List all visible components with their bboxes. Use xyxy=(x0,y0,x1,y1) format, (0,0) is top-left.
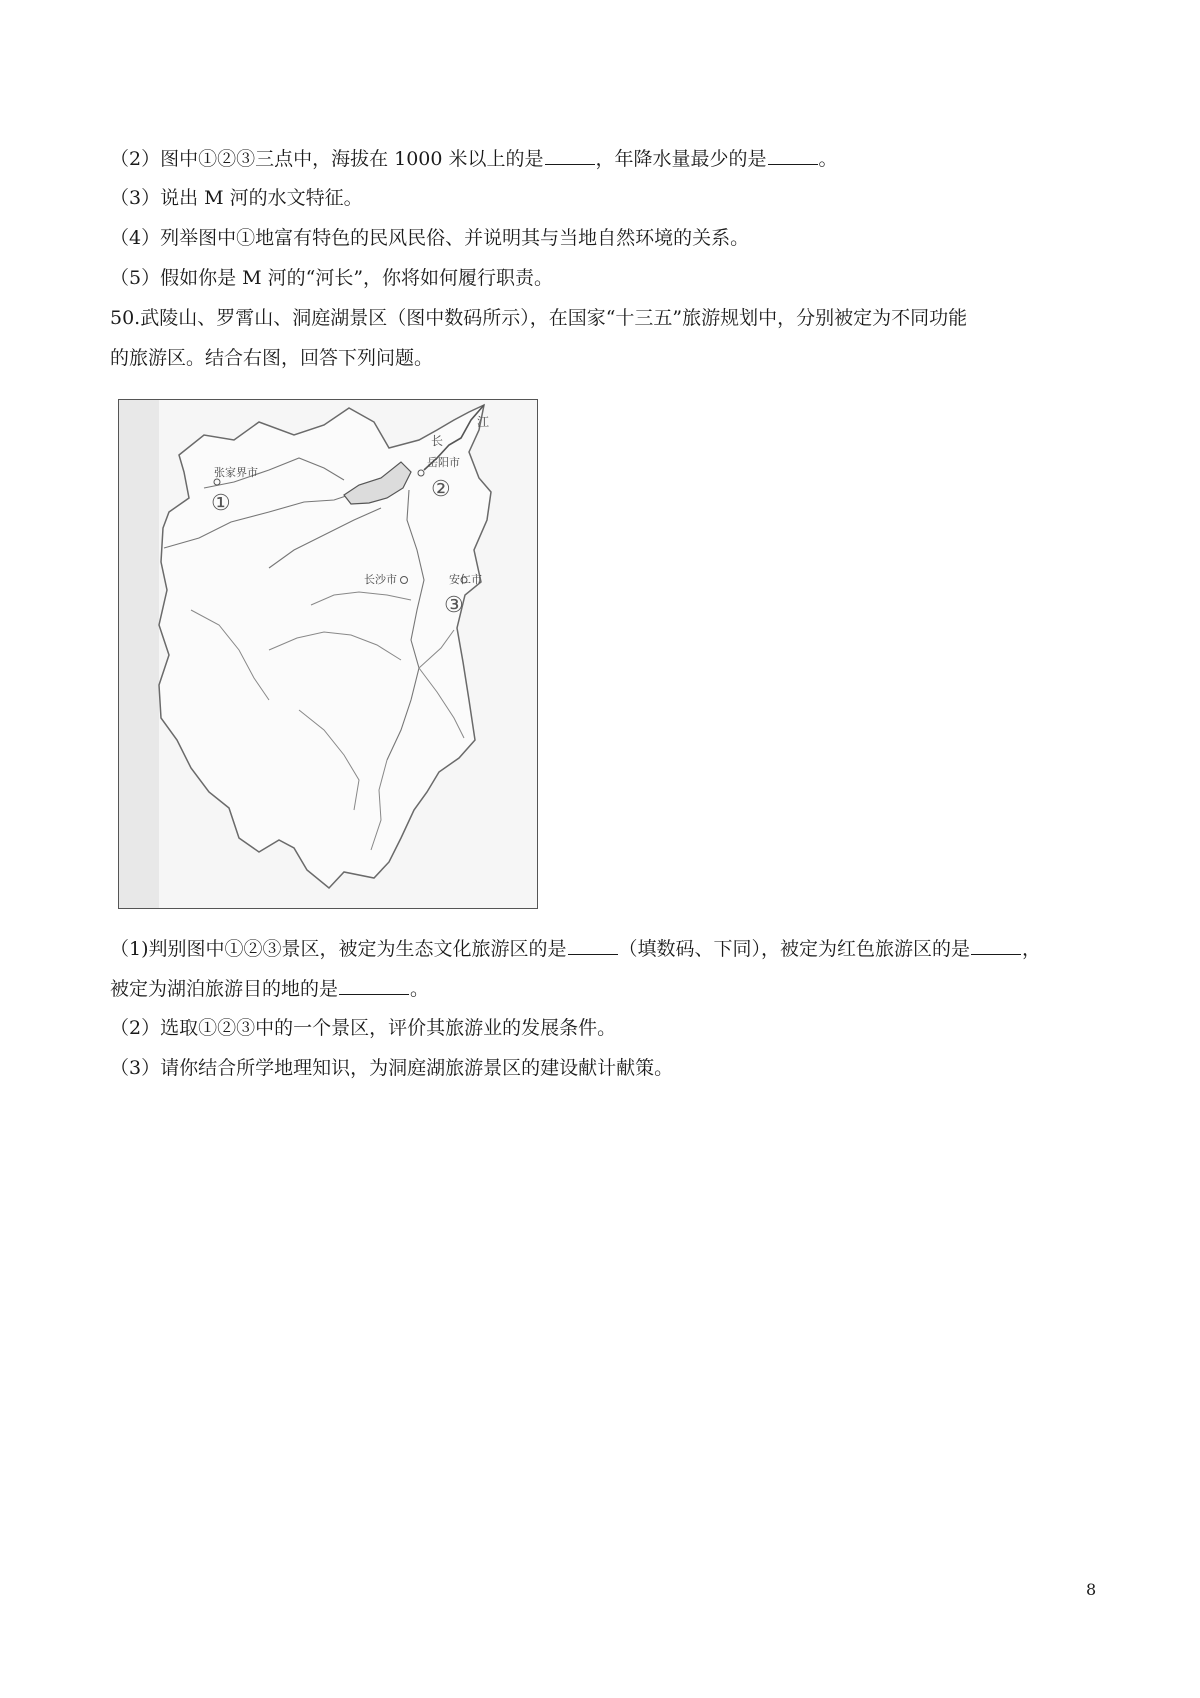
question-50-intro-line-1: 50.武陵山、罗霄山、洞庭湖景区（图中数码所示），在国家“十三五”旅游规划中，分别被定为不同功能 xyxy=(110,307,968,329)
label-zhangjiajie: 张家界市 xyxy=(214,466,258,479)
question-49-2 xyxy=(110,146,838,171)
scenic-area-marker-3: ③ xyxy=(444,593,464,618)
question-49-2-text-a: （2）图中①②③三点中，海拔在 1000 米以上的是 xyxy=(110,148,544,170)
question-50-3: （3）请你结合所学地理知识，为洞庭湖旅游景区的建设献计献策。 xyxy=(110,1057,674,1079)
question-50-1-text-e: 。 xyxy=(410,978,430,1000)
question-49-2-text-b: ，年降水量最少的是 xyxy=(595,148,767,170)
label-jiang: 江 xyxy=(477,415,490,429)
question-50-1-text-a: （1)判别图中①②③景区，被定为生态文化旅游区的是 xyxy=(110,938,567,960)
answer-blank[interactable] xyxy=(971,936,1021,955)
question-50-1-text-c: ， xyxy=(1022,938,1042,960)
question-50-1-text-d: 被定为湖泊旅游目的地的是 xyxy=(110,978,339,1000)
answer-blank[interactable] xyxy=(339,976,409,995)
page-number: 8 xyxy=(1086,1580,1097,1599)
question-50-1-cont xyxy=(110,976,429,1001)
label-chang: 长 xyxy=(431,434,444,448)
label-changsha: 长沙市 xyxy=(364,573,397,586)
question-49-4: （4）列举图中①地富有特色的民风民俗、并说明其与当地自然环境的关系。 xyxy=(110,227,750,249)
question-49-5: （5）假如你是 M 河的“河长”，你将如何履行职责。 xyxy=(110,267,554,289)
question-50-2: （2）选取①②③中的一个景区，评价其旅游业的发展条件。 xyxy=(110,1017,617,1039)
scan-shading xyxy=(119,400,159,908)
hunan-map-figure xyxy=(118,399,538,909)
question-50-intro-line-2: 的旅游区。结合右图，回答下列问题。 xyxy=(110,347,434,369)
hunan-map xyxy=(119,400,537,908)
answer-blank[interactable] xyxy=(768,146,818,165)
question-50-1-text-b: （填数码、下同），被定为红色旅游区的是 xyxy=(618,938,971,960)
label-yueyang: 岳阳市 xyxy=(427,456,460,469)
question-49-3: （3）说出 M 河的水文特征。 xyxy=(110,187,363,209)
label-anren: 安仁市 xyxy=(449,573,482,586)
answer-blank[interactable] xyxy=(568,936,618,955)
question-50-1 xyxy=(110,936,1041,961)
question-49-2-text-c: 。 xyxy=(818,148,838,170)
scenic-area-marker-1: ① xyxy=(211,491,231,516)
answer-blank[interactable] xyxy=(545,146,595,165)
scenic-area-marker-2: ② xyxy=(431,477,451,502)
